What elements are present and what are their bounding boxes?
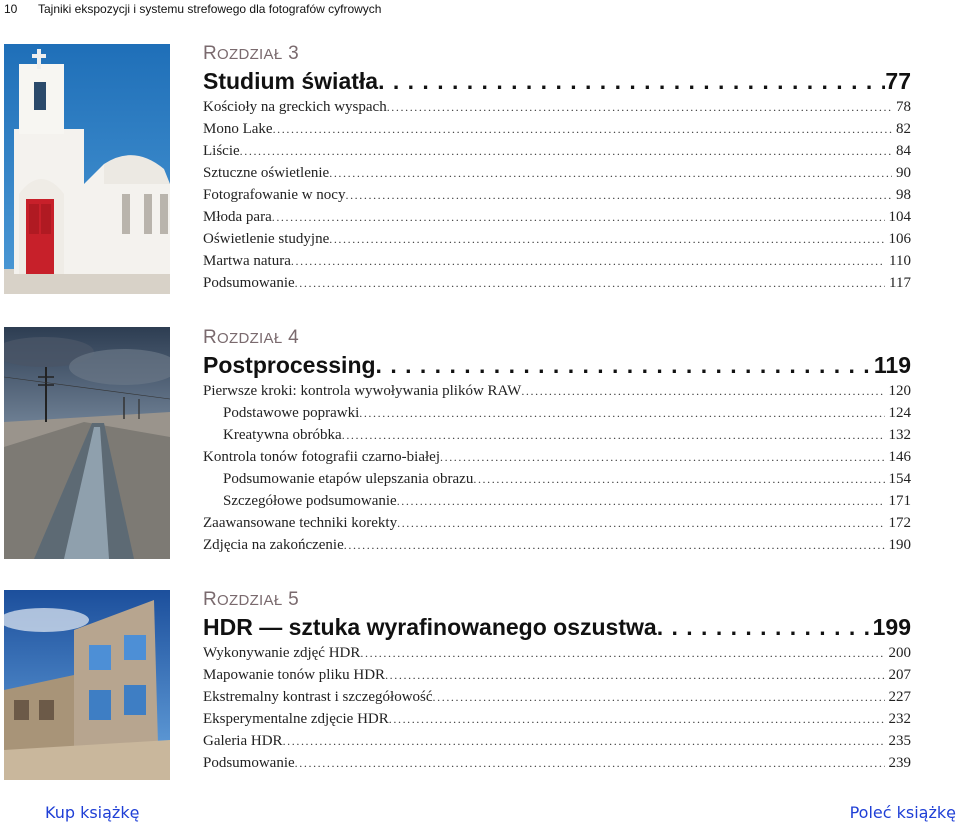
toc-entry[interactable]: Młoda para ..... 104 [203,206,911,228]
toc-subentry[interactable]: Podstawowe poprawki ..... 124 [203,402,911,424]
toc-entry[interactable]: Ekstremalny kontrast i szczegółowość ..... 227 [203,686,911,708]
chapter-title[interactable]: HDR — sztuka wyrafinowanego oszustwa . . . 199 [203,612,911,642]
toc-entry[interactable]: Eksperymentalne zdjęcie HDR ..... 232 [203,708,911,730]
buy-book-link[interactable]: Kup książkę [45,803,140,822]
toc-subentry[interactable]: Szczegółowe podsumowanie ..... 171 [203,490,911,512]
toc-entry[interactable]: Mono Lake ..... 82 [203,118,911,140]
toc-subentry[interactable]: Podsumowanie etapów ulepszania obrazu ..... 154 [203,468,911,490]
chapter-3 [203,42,911,294]
chapter-4 [203,326,911,556]
toc-entry[interactable]: Kościoły na greckich wyspach ..... 78 [203,96,911,118]
ruined-building-hdr-photo [4,590,170,780]
toc-entry[interactable]: Fotografowanie w nocy ..... 98 [203,184,911,206]
toc-entry[interactable]: Liście ..... 84 [203,140,911,162]
toc-entry[interactable]: Podsumowanie ..... 239 [203,752,911,774]
toc-entry[interactable]: Galeria HDR ..... 235 [203,730,911,752]
book-title: Tajniki ekspozycji i systemu strefowego dla fotografów cyfrowych [38,2,382,16]
chapter-4-entries [203,380,911,556]
toc-entry[interactable]: Kontrola tonów fotografii czarno-białej ..... 146 [203,446,911,468]
toc-entry[interactable]: Sztuczne oświetlenie ..... 90 [203,162,911,184]
toc-entry[interactable]: Podsumowanie ..... 117 [203,272,911,294]
toc-entry[interactable]: Zaawansowane techniki korekty ..... 172 [203,512,911,534]
toc-entry[interactable]: Zdjęcia na zakończenie ..... 190 [203,534,911,556]
recommend-book-link[interactable]: Poleć książkę [849,803,956,822]
greek-church-photo [4,44,170,294]
chapter-title[interactable]: Postprocessing . . . 119 [203,350,911,380]
chapter-label: ROZDZIAŁ 4 [203,327,299,348]
chapter-5 [203,588,911,774]
toc-entry[interactable]: Wykonywanie zdjęć HDR ..... 200 [203,642,911,664]
chapter-3-entries [203,96,911,294]
toc-entry[interactable]: Martwa natura ..... 110 [203,250,911,272]
chapter-label: ROZDZIAŁ 3 [203,43,299,64]
chapter-5-entries [203,642,911,774]
page-number: 10 [4,2,18,16]
irrigation-canal-power-lines-photo [4,327,170,559]
chapter-label: ROZDZIAŁ 5 [203,589,299,610]
chapter-title[interactable]: Studium światła . . . 77 [203,66,911,96]
toc-entry[interactable]: Mapowanie tonów pliku HDR ..... 207 [203,664,911,686]
toc-entry[interactable]: Pierwsze kroki: kontrola wywoływania plików RAW ..... 120 [203,380,911,402]
running-header [4,2,381,16]
toc-subentry[interactable]: Kreatywna obróbka ..... 132 [203,424,911,446]
toc-entry[interactable]: Oświetlenie studyjne ..... 106 [203,228,911,250]
